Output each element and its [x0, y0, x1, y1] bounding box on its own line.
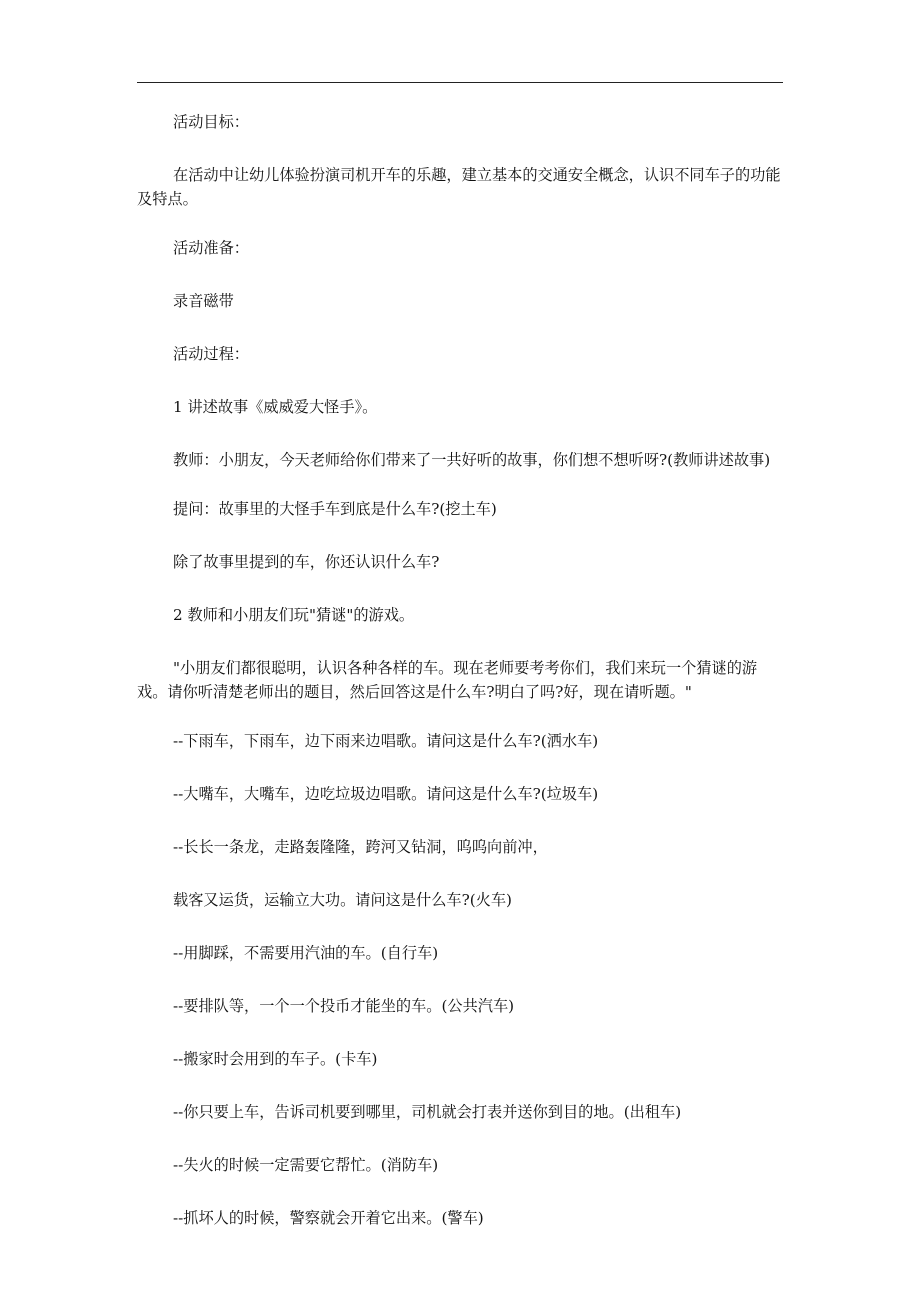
- step-1-title: 1 讲述故事《威威爱大怪手》。: [173, 398, 378, 416]
- riddle-item: --下雨车，下雨车，边下雨来边唱歌。请问这是什么车?(洒水车): [173, 732, 599, 750]
- section-heading-process: 活动过程：: [173, 345, 249, 363]
- header-rule: [137, 82, 783, 83]
- riddle-item: --失火的时候一定需要它帮忙。(消防车): [173, 1156, 439, 1174]
- riddle-item: --大嘴车，大嘴车，边吃垃圾边唱歌。请问这是什么车?(垃圾车): [173, 785, 599, 803]
- riddle-item: --用脚踩，不需要用汽油的车。(自行车): [173, 944, 439, 962]
- preparation-text: 录音磁带: [173, 292, 234, 310]
- section-heading-goals: 活动目标：: [173, 113, 249, 131]
- step-2-title: 2 教师和小朋友们玩"猜谜"的游戏。: [173, 606, 415, 624]
- riddle-item: --你只要上车，告诉司机要到哪里，司机就会打表并送你到目的地。(出租车): [173, 1103, 682, 1121]
- riddle-intro-text: "小朋友们都很聪明，认识各种各样的车。现在老师要考考你们，我们来玩一个猜谜的游戏。请你听清楚老师出的题目，然后回答这是什么车?明白了吗?好，现在请听题。": [137, 659, 758, 701]
- riddle-item: --抓坏人的时候，警察就会开着它出来。(警车): [173, 1209, 484, 1227]
- section-heading-preparation: 活动准备：: [173, 239, 249, 257]
- riddle-item: --搬家时会用到的车子。(卡车): [173, 1050, 378, 1068]
- goals-text: 在活动中让幼儿体验扮演司机开车的乐趣，建立基本的交通安全概念，认识不同车子的功能及特点。: [137, 166, 781, 208]
- teacher-intro-text: 教师：小朋友，今天老师给你们带来了一共好听的故事，你们想不想听呀?(教师讲述故事): [173, 451, 771, 469]
- followup-question-text: 除了故事里提到的车，你还认识什么车?: [173, 553, 440, 571]
- riddle-item: 载客又运货，运输立大功。请问这是什么车?(火车): [173, 891, 512, 909]
- document-body: [137, 110, 783, 1259]
- riddle-item: --要排队等，一个一个投币才能坐的车。(公共汽车): [173, 997, 515, 1015]
- question-text: 提问：故事里的大怪手车到底是什么车?(挖土车): [173, 500, 497, 518]
- riddle-item: --长长一条龙，走路轰隆隆，跨河又钻洞，呜呜向前冲，: [173, 838, 548, 856]
